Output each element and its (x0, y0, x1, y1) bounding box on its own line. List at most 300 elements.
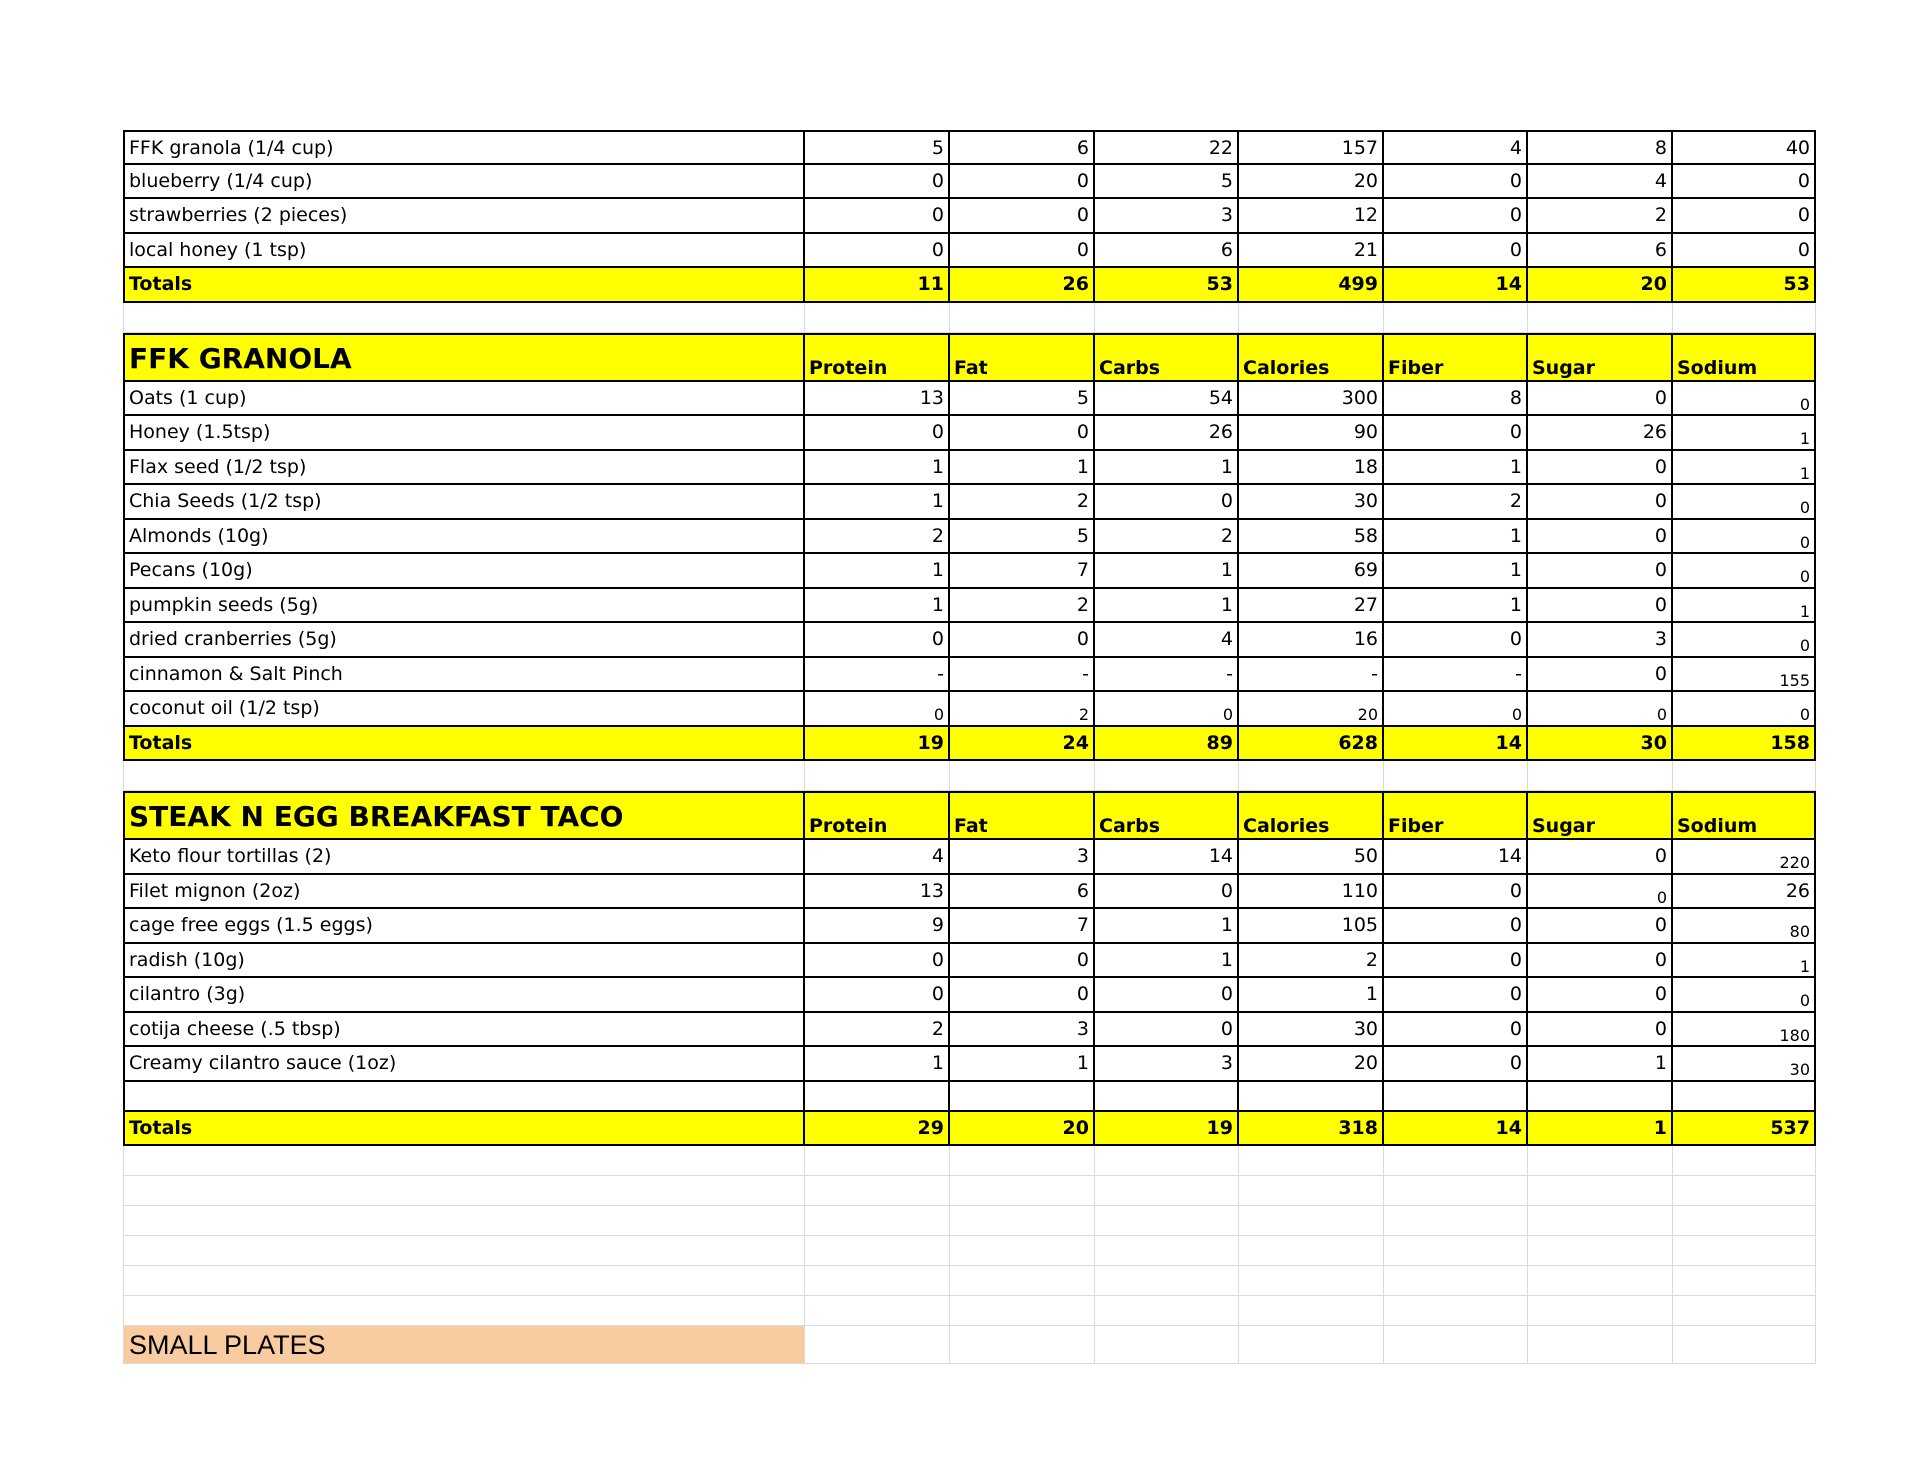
value-cell[interactable]: 0 (1384, 1013, 1528, 1048)
totals-value-cell[interactable]: 89 (1095, 727, 1239, 762)
item-name-cell[interactable]: Filet mignon (2oz) (123, 875, 805, 910)
totals-label[interactable]: Totals (123, 727, 805, 762)
value-cell[interactable]: 0 (1673, 692, 1816, 727)
empty-cell[interactable] (1384, 1206, 1528, 1236)
item-name-cell[interactable]: cinnamon & Salt Pinch (123, 658, 805, 693)
value-cell[interactable]: 180 (1673, 1013, 1816, 1048)
empty-cell[interactable] (1095, 303, 1239, 333)
value-cell[interactable]: 4 (1095, 623, 1239, 658)
value-cell[interactable]: 13 (805, 382, 950, 417)
value-cell[interactable]: 0 (950, 234, 1095, 269)
item-name-cell[interactable]: strawberries (2 pieces) (123, 199, 805, 234)
totals-label[interactable]: Totals (123, 1112, 805, 1147)
empty-cell[interactable] (1528, 1082, 1673, 1112)
column-header[interactable]: Calories (1239, 333, 1384, 382)
value-cell[interactable]: - (1384, 658, 1528, 693)
table-row (123, 840, 1816, 875)
empty-cell[interactable] (805, 1296, 950, 1326)
value-cell[interactable]: 7 (950, 554, 1095, 589)
value-cell[interactable]: 13 (805, 875, 950, 910)
value-cell[interactable]: 1 (1095, 589, 1239, 624)
value-cell[interactable]: 0 (1384, 978, 1528, 1013)
value-cell[interactable]: 105 (1239, 909, 1384, 944)
value-cell[interactable]: 26 (1528, 416, 1673, 451)
value-cell[interactable]: 2 (805, 520, 950, 555)
value-cell[interactable]: 0 (1384, 416, 1528, 451)
value-cell[interactable]: 1 (805, 1047, 950, 1082)
value-cell[interactable]: 0 (1528, 875, 1673, 910)
value-cell[interactable]: 3 (950, 840, 1095, 875)
value-cell[interactable]: 0 (950, 978, 1095, 1013)
value-cell[interactable]: 21 (1239, 234, 1384, 269)
value-cell[interactable]: 7 (950, 909, 1095, 944)
value-cell[interactable]: 0 (950, 623, 1095, 658)
value-cell[interactable]: - (805, 658, 950, 693)
item-name-cell[interactable]: cotija cheese (.5 tbsp) (123, 1013, 805, 1048)
value-cell[interactable]: 14 (1384, 840, 1528, 875)
empty-cell[interactable] (123, 1296, 805, 1326)
totals-value-cell[interactable]: 14 (1384, 1112, 1528, 1147)
value-cell[interactable]: 0 (1528, 451, 1673, 486)
value-cell[interactable]: 2 (950, 485, 1095, 520)
value-cell[interactable]: 1 (1095, 944, 1239, 979)
item-name-cell[interactable]: Oats (1 cup) (123, 382, 805, 417)
item-name-cell[interactable]: coconut oil (1/2 tsp) (123, 692, 805, 727)
item-name-cell[interactable]: cage free eggs (1.5 eggs) (123, 909, 805, 944)
empty-cell[interactable] (1239, 1206, 1384, 1236)
empty-cell[interactable] (1673, 1266, 1816, 1296)
empty-cell[interactable] (1239, 303, 1384, 333)
value-cell[interactable]: 1 (805, 485, 950, 520)
value-cell[interactable]: 1 (1673, 589, 1816, 624)
value-cell[interactable]: 0 (1384, 692, 1528, 727)
value-cell[interactable]: 0 (1384, 909, 1528, 944)
totals-value-cell[interactable]: 14 (1384, 727, 1528, 762)
value-cell[interactable]: 0 (1528, 485, 1673, 520)
totals-value-cell[interactable]: 53 (1095, 268, 1239, 303)
empty-cell[interactable] (950, 761, 1095, 791)
totals-value-cell[interactable]: 318 (1239, 1112, 1384, 1147)
value-cell[interactable]: 0 (805, 623, 950, 658)
value-cell[interactable]: 1 (1384, 554, 1528, 589)
empty-cell[interactable] (123, 1176, 805, 1206)
value-cell[interactable]: 0 (1528, 382, 1673, 417)
empty-cell[interactable] (805, 1206, 950, 1236)
value-cell[interactable]: 6 (950, 875, 1095, 910)
value-cell[interactable]: 2 (1239, 944, 1384, 979)
value-cell[interactable]: 26 (1673, 875, 1816, 910)
value-cell[interactable]: 0 (1528, 692, 1673, 727)
value-cell[interactable]: 80 (1673, 909, 1816, 944)
value-cell[interactable]: 220 (1673, 840, 1816, 875)
value-cell[interactable]: 0 (805, 165, 950, 200)
value-cell[interactable]: 0 (1528, 554, 1673, 589)
value-cell[interactable]: 0 (805, 234, 950, 269)
table-row (123, 451, 1816, 486)
empty-cell[interactable] (950, 1176, 1095, 1206)
totals-value-cell[interactable]: 29 (805, 1112, 950, 1147)
value-cell[interactable]: 6 (1528, 234, 1673, 269)
value-cell[interactable]: 0 (1095, 978, 1239, 1013)
empty-cell[interactable] (1384, 1296, 1528, 1326)
empty-cell[interactable] (123, 303, 805, 333)
item-name-cell[interactable]: Pecans (10g) (123, 554, 805, 589)
empty-cell[interactable] (1384, 303, 1528, 333)
value-cell[interactable]: 58 (1239, 520, 1384, 555)
empty-cell[interactable] (1239, 1146, 1384, 1176)
totals-value-cell[interactable]: 158 (1673, 727, 1816, 762)
item-name-cell[interactable]: pumpkin seeds (5g) (123, 589, 805, 624)
empty-cell[interactable] (950, 1146, 1095, 1176)
item-name-cell[interactable]: Chia Seeds (1/2 tsp) (123, 485, 805, 520)
empty-cell[interactable] (1095, 761, 1239, 791)
column-header[interactable]: Protein (805, 333, 950, 382)
value-cell[interactable]: 0 (1095, 875, 1239, 910)
value-cell[interactable]: 1 (1528, 1047, 1673, 1082)
value-cell[interactable]: 0 (1673, 382, 1816, 417)
value-cell[interactable]: 1 (1384, 451, 1528, 486)
value-cell[interactable]: 3 (1095, 199, 1239, 234)
totals-value-cell[interactable]: 19 (805, 727, 950, 762)
empty-cell[interactable] (1095, 1296, 1239, 1326)
empty-cell[interactable] (1095, 1236, 1239, 1266)
value-cell[interactable]: 50 (1239, 840, 1384, 875)
table-row (123, 589, 1816, 624)
value-cell[interactable]: 1 (950, 451, 1095, 486)
empty-cell[interactable] (123, 1266, 805, 1296)
item-name-cell[interactable]: local honey (1 tsp) (123, 234, 805, 269)
empty-cell[interactable] (950, 1236, 1095, 1266)
empty-cell[interactable] (1673, 761, 1816, 791)
totals-value-cell[interactable]: 26 (950, 268, 1095, 303)
empty-cell[interactable] (1673, 303, 1816, 333)
value-cell[interactable]: 0 (1095, 1013, 1239, 1048)
empty-cell[interactable] (1528, 1326, 1673, 1364)
empty-cell[interactable] (1384, 1326, 1528, 1364)
value-cell[interactable]: 2 (950, 589, 1095, 624)
value-cell[interactable]: 1 (1673, 416, 1816, 451)
value-cell[interactable]: 5 (805, 130, 950, 165)
item-name-cell[interactable]: cilantro (3g) (123, 978, 805, 1013)
value-cell[interactable]: - (1239, 658, 1384, 693)
value-cell[interactable]: 0 (805, 199, 950, 234)
value-cell[interactable]: 1 (950, 1047, 1095, 1082)
empty-cell[interactable] (1239, 1296, 1384, 1326)
value-cell[interactable]: 1 (1673, 451, 1816, 486)
empty-cell[interactable] (1528, 303, 1673, 333)
value-cell[interactable]: 40 (1673, 130, 1816, 165)
empty-cell[interactable] (1528, 1206, 1673, 1236)
value-cell[interactable]: 3 (1095, 1047, 1239, 1082)
empty-cell[interactable] (1384, 1266, 1528, 1296)
totals-value-cell[interactable]: 20 (950, 1112, 1095, 1147)
item-name-cell[interactable]: dried cranberries (5g) (123, 623, 805, 658)
empty-cell[interactable] (1528, 1146, 1673, 1176)
totals-row (123, 268, 1816, 303)
value-cell[interactable]: 0 (1528, 589, 1673, 624)
empty-cell[interactable] (1384, 1146, 1528, 1176)
value-cell[interactable]: 1 (1095, 909, 1239, 944)
empty-cell[interactable] (1384, 1082, 1528, 1112)
value-cell[interactable]: 0 (950, 416, 1095, 451)
empty-cell[interactable] (123, 761, 805, 791)
spreadsheet (123, 130, 1816, 1364)
value-cell[interactable]: 0 (805, 692, 950, 727)
empty-cell[interactable] (123, 1236, 805, 1266)
column-header[interactable]: Calories (1239, 791, 1384, 840)
item-name-cell[interactable]: Honey (1.5tsp) (123, 416, 805, 451)
value-cell[interactable]: 6 (1095, 234, 1239, 269)
value-cell[interactable]: 8 (1384, 382, 1528, 417)
table-row (123, 1013, 1816, 1048)
value-cell[interactable]: 157 (1239, 130, 1384, 165)
empty-cell[interactable] (123, 1082, 805, 1112)
value-cell[interactable]: - (1095, 658, 1239, 693)
item-name-cell[interactable]: Almonds (10g) (123, 520, 805, 555)
table-row (123, 199, 1816, 234)
value-cell[interactable]: 155 (1673, 658, 1816, 693)
spacer-row (123, 303, 1816, 333)
totals-value-cell[interactable]: 537 (1673, 1112, 1816, 1147)
value-cell[interactable]: 0 (805, 416, 950, 451)
value-cell[interactable]: 30 (1239, 1013, 1384, 1048)
empty-cell[interactable] (1528, 1176, 1673, 1206)
table-row (123, 978, 1816, 1013)
value-cell[interactable]: 12 (1239, 199, 1384, 234)
value-cell[interactable]: 0 (1673, 199, 1816, 234)
value-cell[interactable]: 1 (1239, 978, 1384, 1013)
value-cell[interactable]: 0 (805, 978, 950, 1013)
value-cell[interactable]: 0 (950, 944, 1095, 979)
value-cell[interactable]: 0 (1528, 909, 1673, 944)
value-cell[interactable]: 26 (1095, 416, 1239, 451)
column-header[interactable]: Protein (805, 791, 950, 840)
column-header[interactable]: Fat (950, 791, 1095, 840)
empty-cell[interactable] (1239, 761, 1384, 791)
value-cell[interactable]: 2 (1095, 520, 1239, 555)
value-cell[interactable]: 0 (1384, 199, 1528, 234)
empty-cell[interactable] (805, 1082, 950, 1112)
empty-cell[interactable] (950, 1266, 1095, 1296)
empty-cell[interactable] (1239, 1082, 1384, 1112)
empty-cell[interactable] (1528, 1266, 1673, 1296)
empty-cell[interactable] (123, 1206, 805, 1236)
empty-cell[interactable] (1095, 1326, 1239, 1364)
empty-cell[interactable] (1095, 1146, 1239, 1176)
value-cell[interactable]: 4 (1528, 165, 1673, 200)
value-cell[interactable]: 1 (805, 589, 950, 624)
value-cell[interactable]: 0 (1384, 165, 1528, 200)
value-cell[interactable]: 300 (1239, 382, 1384, 417)
empty-cell[interactable] (1673, 1176, 1816, 1206)
value-cell[interactable]: 5 (1095, 165, 1239, 200)
empty-cell[interactable] (950, 1082, 1095, 1112)
empty-cell[interactable] (950, 1296, 1095, 1326)
value-cell[interactable]: 0 (1528, 658, 1673, 693)
value-cell[interactable]: 4 (1384, 130, 1528, 165)
totals-label[interactable]: Totals (123, 268, 805, 303)
empty-cell[interactable] (1673, 1296, 1816, 1326)
value-cell[interactable]: 0 (805, 944, 950, 979)
value-cell[interactable]: 0 (1384, 1047, 1528, 1082)
empty-cell[interactable] (950, 1206, 1095, 1236)
totals-value-cell[interactable]: 628 (1239, 727, 1384, 762)
totals-value-cell[interactable]: 20 (1528, 268, 1673, 303)
value-cell[interactable]: 0 (1673, 554, 1816, 589)
value-cell[interactable]: 2 (1384, 485, 1528, 520)
empty-cell[interactable] (1239, 1176, 1384, 1206)
value-cell[interactable]: 20 (1239, 165, 1384, 200)
empty-cell[interactable] (1384, 1236, 1528, 1266)
value-cell[interactable]: 0 (1673, 520, 1816, 555)
value-cell[interactable]: 20 (1239, 1047, 1384, 1082)
value-cell[interactable]: 2 (805, 1013, 950, 1048)
value-cell[interactable]: 1 (1095, 554, 1239, 589)
value-cell[interactable]: 0 (1095, 692, 1239, 727)
blank-row (123, 1176, 1816, 1206)
value-cell[interactable]: 1 (805, 554, 950, 589)
totals-value-cell[interactable]: 14 (1384, 268, 1528, 303)
value-cell[interactable]: 0 (1528, 840, 1673, 875)
empty-cell[interactable] (1095, 1206, 1239, 1236)
empty-cell[interactable] (1673, 1326, 1816, 1364)
empty-cell[interactable] (1239, 1326, 1384, 1364)
empty-cell[interactable] (1095, 1266, 1239, 1296)
value-cell[interactable]: 0 (1673, 234, 1816, 269)
totals-value-cell[interactable]: 1 (1528, 1112, 1673, 1147)
totals-value-cell[interactable]: 19 (1095, 1112, 1239, 1147)
value-cell[interactable]: 5 (950, 382, 1095, 417)
value-cell[interactable]: 18 (1239, 451, 1384, 486)
value-cell[interactable]: 90 (1239, 416, 1384, 451)
empty-cell[interactable] (1528, 761, 1673, 791)
value-cell[interactable]: 30 (1239, 485, 1384, 520)
value-cell[interactable]: 1 (1384, 520, 1528, 555)
empty-cell[interactable] (805, 303, 950, 333)
value-cell[interactable]: 8 (1528, 130, 1673, 165)
value-cell[interactable]: 0 (1528, 1013, 1673, 1048)
column-header[interactable]: Carbs (1095, 333, 1239, 382)
empty-cell[interactable] (1673, 1146, 1816, 1176)
empty-cell[interactable] (1528, 1236, 1673, 1266)
column-header[interactable]: Sodium (1673, 791, 1816, 840)
item-name-cell[interactable]: Keto flour tortillas (2) (123, 840, 805, 875)
empty-cell[interactable] (1673, 1082, 1816, 1112)
section-title[interactable]: FFK GRANOLA (123, 333, 805, 382)
value-cell[interactable]: - (950, 658, 1095, 693)
value-cell[interactable]: 2 (950, 692, 1095, 727)
value-cell[interactable]: 0 (1673, 623, 1816, 658)
column-header[interactable]: Carbs (1095, 791, 1239, 840)
totals-value-cell[interactable]: 499 (1239, 268, 1384, 303)
empty-cell[interactable] (805, 761, 950, 791)
empty-cell[interactable] (1384, 1176, 1528, 1206)
value-cell[interactable]: 16 (1239, 623, 1384, 658)
empty-cell[interactable] (950, 303, 1095, 333)
value-cell[interactable]: 1 (1673, 944, 1816, 979)
item-name-cell[interactable]: Creamy cilantro sauce (1oz) (123, 1047, 805, 1082)
value-cell[interactable]: 0 (1528, 944, 1673, 979)
value-cell[interactable]: 3 (1528, 623, 1673, 658)
value-cell[interactable]: 14 (1095, 840, 1239, 875)
totals-value-cell[interactable]: 53 (1673, 268, 1816, 303)
column-header[interactable]: Sugar (1528, 333, 1673, 382)
value-cell[interactable]: 0 (1384, 234, 1528, 269)
value-cell[interactable]: 0 (1528, 520, 1673, 555)
value-cell[interactable]: 4 (805, 840, 950, 875)
value-cell[interactable]: 27 (1239, 589, 1384, 624)
empty-cell[interactable] (123, 1146, 805, 1176)
empty-cell[interactable] (1095, 1082, 1239, 1112)
value-cell[interactable]: 0 (1095, 485, 1239, 520)
value-cell[interactable]: 0 (1673, 978, 1816, 1013)
empty-cell[interactable] (1095, 1176, 1239, 1206)
value-cell[interactable]: 0 (1673, 165, 1816, 200)
empty-cell[interactable] (805, 1326, 950, 1364)
small-plates-label[interactable]: SMALL PLATES (123, 1326, 805, 1364)
value-cell[interactable]: 2 (1528, 199, 1673, 234)
value-cell[interactable]: 3 (950, 1013, 1095, 1048)
empty-cell[interactable] (805, 1236, 950, 1266)
item-name-cell[interactable]: FFK granola (1/4 cup) (123, 130, 805, 165)
section-title[interactable]: STEAK N EGG BREAKFAST TACO (123, 791, 805, 840)
value-cell[interactable]: 9 (805, 909, 950, 944)
value-cell[interactable]: 0 (1384, 875, 1528, 910)
value-cell[interactable]: 69 (1239, 554, 1384, 589)
column-header[interactable]: Fiber (1384, 791, 1528, 840)
totals-value-cell[interactable]: 24 (950, 727, 1095, 762)
value-cell[interactable]: 20 (1239, 692, 1384, 727)
value-cell[interactable]: 6 (950, 130, 1095, 165)
empty-cell[interactable] (805, 1266, 950, 1296)
table-row (123, 234, 1816, 269)
totals-value-cell[interactable]: 30 (1528, 727, 1673, 762)
item-name-cell[interactable]: radish (10g) (123, 944, 805, 979)
value-cell[interactable]: 30 (1673, 1047, 1816, 1082)
value-cell[interactable]: 1 (1384, 589, 1528, 624)
totals-value-cell[interactable]: 11 (805, 268, 950, 303)
empty-cell[interactable] (1673, 1236, 1816, 1266)
empty-cell[interactable] (1384, 761, 1528, 791)
value-cell[interactable]: 1 (1095, 451, 1239, 486)
value-cell[interactable]: 110 (1239, 875, 1384, 910)
value-cell[interactable]: 0 (950, 199, 1095, 234)
value-cell[interactable]: 54 (1095, 382, 1239, 417)
empty-cell[interactable] (1528, 1296, 1673, 1326)
item-name-cell[interactable]: blueberry (1/4 cup) (123, 165, 805, 200)
empty-cell[interactable] (1673, 1206, 1816, 1236)
empty-cell[interactable] (1239, 1236, 1384, 1266)
column-header[interactable]: Sugar (1528, 791, 1673, 840)
value-cell[interactable]: 0 (1673, 485, 1816, 520)
column-header[interactable]: Fat (950, 333, 1095, 382)
value-cell[interactable]: 1 (805, 451, 950, 486)
column-header[interactable]: Fiber (1384, 333, 1528, 382)
empty-cell[interactable] (805, 1146, 950, 1176)
value-cell[interactable]: 5 (950, 520, 1095, 555)
value-cell[interactable]: 0 (1384, 623, 1528, 658)
value-cell[interactable]: 0 (1384, 944, 1528, 979)
empty-cell[interactable] (1239, 1266, 1384, 1296)
empty-cell[interactable] (805, 1176, 950, 1206)
section-header-row (123, 791, 1816, 840)
item-name-cell[interactable]: Flax seed (1/2 tsp) (123, 451, 805, 486)
value-cell[interactable]: 0 (1528, 978, 1673, 1013)
value-cell[interactable]: 0 (950, 165, 1095, 200)
column-header[interactable]: Sodium (1673, 333, 1816, 382)
empty-cell[interactable] (950, 1326, 1095, 1364)
value-cell[interactable]: 22 (1095, 130, 1239, 165)
